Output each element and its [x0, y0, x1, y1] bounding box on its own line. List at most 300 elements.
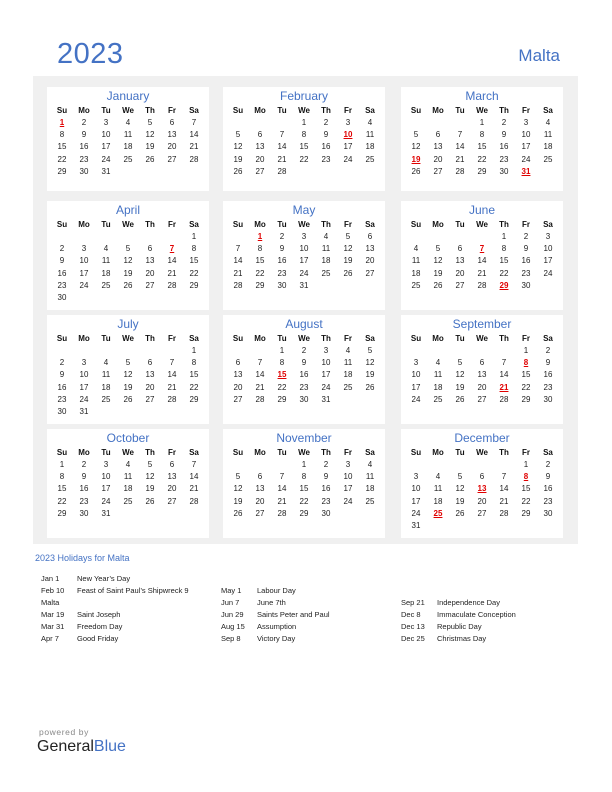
- day-cell: 10: [101, 130, 111, 140]
- day-cell: 12: [365, 358, 375, 368]
- empty-cell: [449, 231, 471, 243]
- day-cell: 22: [299, 496, 309, 506]
- day-cell: 30: [299, 394, 309, 404]
- day-cell: 25: [365, 154, 375, 164]
- day-cell: 4: [367, 460, 373, 469]
- day-cell: 11: [365, 130, 375, 140]
- month-august: [223, 315, 385, 424]
- weekday-header: Mo: [432, 220, 444, 229]
- holiday-day-cell: 1: [257, 232, 263, 241]
- day-cell: 1: [191, 232, 197, 241]
- day-cell: 13: [167, 472, 177, 482]
- month-december: [401, 429, 563, 538]
- day-cell: 24: [79, 280, 89, 290]
- day-cell: 19: [233, 496, 243, 506]
- day-cell: 17: [101, 484, 111, 494]
- day-cell: 12: [123, 370, 133, 380]
- month-september: [401, 315, 563, 424]
- day-cell: 23: [57, 280, 67, 290]
- day-cell: 11: [411, 256, 421, 266]
- day-cell: 18: [411, 268, 421, 278]
- day-cell: 15: [477, 142, 487, 152]
- weekday-header: Mo: [432, 334, 444, 343]
- day-cell: 11: [543, 130, 553, 140]
- day-cell: 16: [499, 142, 509, 152]
- day-cell: 18: [433, 382, 443, 392]
- day-cell: 25: [101, 394, 111, 404]
- day-cell: 21: [277, 496, 287, 506]
- empty-cell: [227, 345, 249, 357]
- day-cell: 10: [299, 244, 309, 254]
- day-cell: 3: [103, 460, 109, 469]
- month-grid: [223, 218, 385, 292]
- day-cell: 6: [257, 472, 263, 482]
- day-cell: 28: [189, 154, 199, 164]
- weekday-header: Th: [145, 334, 155, 343]
- day-cell: 24: [299, 268, 309, 278]
- weekday-header: Fr: [344, 106, 352, 115]
- day-cell: 16: [543, 484, 553, 494]
- month-name: October: [106, 431, 150, 445]
- holiday-day-cell: 8: [523, 358, 529, 368]
- weekday-header: Fr: [344, 220, 352, 229]
- day-cell: 14: [167, 370, 177, 380]
- day-cell: 6: [169, 118, 175, 127]
- month-grid: [47, 104, 209, 178]
- day-cell: 24: [543, 268, 553, 278]
- day-cell: 26: [145, 496, 155, 506]
- month-name: September: [452, 317, 512, 331]
- weekday-header: Sa: [189, 106, 199, 115]
- weekday-header: Fr: [168, 106, 176, 115]
- weekday-header: We: [476, 220, 488, 229]
- holiday-row: [221, 585, 330, 597]
- day-cell: 9: [59, 256, 65, 266]
- day-cell: 7: [501, 472, 507, 482]
- day-cell: 5: [457, 472, 463, 482]
- weekday-header: Mo: [254, 106, 266, 115]
- day-cell: 24: [411, 508, 421, 518]
- day-cell: 21: [167, 382, 177, 392]
- day-cell: 14: [277, 484, 287, 494]
- weekday-header: Th: [321, 448, 331, 457]
- day-cell: 28: [477, 280, 487, 290]
- weekday-header: Th: [145, 448, 155, 457]
- holiday-date: Malta: [41, 598, 60, 607]
- weekday-header: Fr: [168, 334, 176, 343]
- weekday-header: Su: [410, 334, 422, 343]
- powered-by-text: powered by: [39, 727, 89, 737]
- weekday-header: We: [122, 220, 134, 229]
- day-cell: 29: [57, 508, 67, 518]
- holiday-name: Victory Day: [257, 634, 296, 643]
- day-cell: 7: [257, 358, 263, 368]
- weekday-header: We: [476, 448, 488, 457]
- holiday-column-3: [401, 597, 516, 645]
- weekday-header: Mo: [254, 220, 266, 229]
- holiday-day-cell: 1: [59, 118, 65, 127]
- day-cell: 28: [277, 166, 287, 176]
- day-cell: 10: [411, 484, 421, 494]
- day-cell: 27: [233, 394, 243, 404]
- day-cell: 2: [545, 346, 551, 355]
- day-cell: 6: [435, 130, 441, 140]
- brand-blue: Blue: [93, 738, 126, 755]
- weekday-header: Su: [56, 334, 68, 343]
- month-grid: [401, 104, 563, 178]
- holiday-name: Christmas Day: [437, 634, 487, 643]
- weekday-header: Sa: [189, 220, 199, 229]
- day-cell: 6: [479, 472, 485, 482]
- brand-general: General: [37, 738, 94, 755]
- day-cell: 27: [455, 280, 465, 290]
- day-cell: 8: [501, 244, 507, 254]
- holiday-date: Jun 29: [221, 610, 244, 619]
- day-cell: 28: [455, 166, 465, 176]
- day-cell: 23: [543, 382, 553, 392]
- day-cell: 7: [279, 472, 285, 482]
- weekday-header: Th: [499, 448, 509, 457]
- day-cell: 20: [255, 154, 265, 164]
- empty-cell: [405, 231, 427, 243]
- empty-cell: [493, 459, 515, 471]
- day-cell: 13: [433, 142, 443, 152]
- day-cell: 2: [81, 460, 87, 469]
- generalblue-logo[interactable]: [37, 738, 126, 756]
- weekday-header: Th: [499, 106, 509, 115]
- day-cell: 5: [125, 244, 131, 254]
- holiday-row: [221, 597, 330, 609]
- day-cell: 16: [321, 484, 331, 494]
- holiday-name: Independence Day: [437, 598, 500, 607]
- weekday-header: Su: [56, 106, 68, 115]
- day-cell: 26: [145, 154, 155, 164]
- weekday-header: We: [298, 448, 310, 457]
- day-cell: 25: [123, 496, 133, 506]
- day-cell: 3: [301, 232, 307, 241]
- holiday-day-cell: 21: [499, 382, 509, 392]
- month-january: [47, 87, 209, 191]
- empty-cell: [249, 345, 271, 357]
- day-cell: 3: [345, 118, 351, 127]
- day-cell: 29: [477, 166, 487, 176]
- weekday-header: We: [122, 334, 134, 343]
- weekday-header: Th: [321, 334, 331, 343]
- weekday-header: Th: [321, 220, 331, 229]
- day-cell: 17: [321, 370, 331, 380]
- day-cell: 11: [101, 370, 111, 380]
- day-cell: 27: [167, 154, 177, 164]
- weekday-header: Fr: [344, 334, 352, 343]
- day-cell: 31: [101, 166, 111, 176]
- day-cell: 8: [59, 472, 65, 482]
- day-cell: 19: [145, 142, 155, 152]
- month-name: November: [276, 431, 332, 445]
- weekday-header: Sa: [365, 334, 375, 343]
- month-name: May: [292, 203, 316, 217]
- empty-cell: [249, 459, 271, 471]
- empty-cell: [449, 345, 471, 357]
- day-cell: 10: [411, 370, 421, 380]
- holiday-name: Feast of Saint Paul’s Shipwreck 9: [77, 586, 189, 595]
- weekday-header: Mo: [78, 220, 90, 229]
- weekday-header: Sa: [543, 334, 553, 343]
- day-cell: 19: [123, 382, 133, 392]
- day-cell: 7: [191, 118, 197, 127]
- holiday-day-cell: 15: [277, 370, 287, 380]
- weekday-header: Fr: [522, 106, 530, 115]
- holiday-column-1: [41, 573, 189, 645]
- day-cell: 21: [189, 142, 199, 152]
- holiday-day-cell: 25: [433, 508, 443, 518]
- day-cell: 9: [323, 130, 329, 140]
- day-cell: 26: [411, 166, 421, 176]
- day-cell: 11: [433, 370, 443, 380]
- day-cell: 22: [521, 496, 531, 506]
- day-cell: 26: [455, 394, 465, 404]
- month-october: [47, 429, 209, 538]
- day-cell: 17: [521, 142, 531, 152]
- day-cell: 15: [299, 484, 309, 494]
- weekday-header: Su: [410, 106, 422, 115]
- day-cell: 27: [167, 496, 177, 506]
- month-name: July: [117, 317, 139, 331]
- day-cell: 21: [477, 268, 487, 278]
- day-cell: 25: [101, 280, 111, 290]
- day-cell: 28: [167, 394, 177, 404]
- day-cell: 4: [413, 244, 419, 254]
- weekday-header: Su: [232, 448, 244, 457]
- month-grid: [401, 446, 563, 532]
- day-cell: 23: [321, 154, 331, 164]
- day-cell: 22: [57, 154, 67, 164]
- empty-cell: [95, 231, 117, 243]
- day-cell: 13: [255, 142, 265, 152]
- holiday-day-cell: 7: [479, 244, 485, 254]
- holiday-date: Mar 31: [41, 622, 65, 631]
- day-cell: 25: [543, 154, 553, 164]
- weekday-header: We: [298, 334, 310, 343]
- day-cell: 10: [321, 358, 331, 368]
- weekday-header: We: [122, 448, 134, 457]
- weekday-header: Mo: [78, 334, 90, 343]
- weekday-header: Mo: [78, 106, 90, 115]
- day-cell: 27: [365, 268, 375, 278]
- day-cell: 4: [323, 232, 329, 241]
- day-cell: 22: [189, 268, 199, 278]
- day-cell: 8: [191, 358, 197, 368]
- holidays-title: 2023 Holidays for Malta: [35, 553, 130, 563]
- day-cell: 6: [367, 232, 373, 241]
- month-november: [223, 429, 385, 538]
- day-cell: 27: [433, 166, 443, 176]
- weekday-header: Su: [232, 106, 244, 115]
- weekday-header: Mo: [78, 448, 90, 457]
- day-cell: 11: [343, 358, 353, 368]
- day-cell: 19: [145, 484, 155, 494]
- holiday-row: [221, 609, 330, 621]
- day-cell: 30: [57, 406, 67, 416]
- day-cell: 14: [455, 142, 465, 152]
- weekday-header: Su: [232, 334, 244, 343]
- empty-cell: [227, 231, 249, 243]
- weekday-header: Sa: [365, 220, 375, 229]
- day-cell: 30: [499, 166, 509, 176]
- weekday-header: Tu: [455, 106, 465, 115]
- day-cell: 13: [365, 244, 375, 254]
- holiday-name: Assumption: [257, 622, 297, 631]
- weekday-header: Th: [145, 106, 155, 115]
- weekday-header: Tu: [101, 220, 111, 229]
- empty-cell: [449, 117, 471, 129]
- day-cell: 18: [123, 484, 133, 494]
- day-cell: 1: [279, 346, 285, 355]
- day-cell: 1: [523, 460, 529, 469]
- weekday-header: We: [298, 220, 310, 229]
- day-cell: 1: [59, 460, 65, 469]
- day-cell: 3: [103, 118, 109, 127]
- holiday-date: Sep 21: [401, 598, 425, 607]
- day-cell: 20: [167, 142, 177, 152]
- month-grid: [47, 332, 209, 418]
- weekday-header: Tu: [455, 448, 465, 457]
- day-cell: 26: [365, 382, 375, 392]
- month-grid: [47, 446, 209, 520]
- empty-cell: [95, 345, 117, 357]
- day-cell: 29: [299, 508, 309, 518]
- day-cell: 23: [499, 154, 509, 164]
- day-cell: 9: [301, 358, 307, 368]
- day-cell: 15: [57, 142, 67, 152]
- day-cell: 15: [57, 484, 67, 494]
- day-cell: 9: [59, 370, 65, 380]
- weekday-header: Tu: [101, 334, 111, 343]
- day-cell: 21: [233, 268, 243, 278]
- holiday-day-cell: 7: [169, 244, 175, 254]
- empty-cell: [227, 459, 249, 471]
- day-cell: 4: [435, 358, 441, 368]
- day-cell: 10: [343, 472, 353, 482]
- day-cell: 23: [57, 394, 67, 404]
- holiday-row: [41, 585, 189, 597]
- day-cell: 29: [189, 394, 199, 404]
- month-grid: [223, 446, 385, 520]
- month-march: [401, 87, 563, 191]
- day-cell: 12: [343, 244, 353, 254]
- holiday-name: Republic Day: [437, 622, 482, 631]
- holiday-column-2: [221, 585, 330, 645]
- day-cell: 2: [501, 118, 507, 127]
- empty-cell: [161, 231, 183, 243]
- empty-cell: [271, 117, 293, 129]
- weekday-header: Tu: [455, 334, 465, 343]
- day-cell: 19: [233, 154, 243, 164]
- holiday-row: [41, 633, 189, 645]
- day-cell: 30: [277, 280, 287, 290]
- day-cell: 18: [433, 496, 443, 506]
- day-cell: 28: [499, 394, 509, 404]
- day-cell: 24: [321, 382, 331, 392]
- day-cell: 26: [233, 508, 243, 518]
- empty-cell: [117, 231, 139, 243]
- day-cell: 11: [123, 472, 133, 482]
- month-grid: [401, 218, 563, 292]
- day-cell: 26: [433, 280, 443, 290]
- day-cell: 14: [189, 130, 199, 140]
- holiday-day-cell: 10: [343, 130, 353, 140]
- day-cell: 6: [457, 244, 463, 254]
- day-cell: 3: [545, 232, 551, 241]
- day-cell: 5: [457, 358, 463, 368]
- weekday-header: Fr: [522, 448, 530, 457]
- day-cell: 10: [79, 370, 89, 380]
- month-february: [223, 87, 385, 191]
- month-june: [401, 201, 563, 310]
- day-cell: 27: [255, 166, 265, 176]
- day-cell: 29: [277, 394, 287, 404]
- day-cell: 27: [145, 394, 155, 404]
- weekday-header: Fr: [522, 334, 530, 343]
- holiday-name: Saint Joseph: [77, 610, 121, 619]
- day-cell: 29: [255, 280, 265, 290]
- day-cell: 10: [521, 130, 531, 140]
- day-cell: 14: [499, 484, 509, 494]
- day-cell: 28: [167, 280, 177, 290]
- day-cell: 14: [477, 256, 487, 266]
- holiday-date: Dec 13: [401, 622, 425, 631]
- day-cell: 16: [521, 256, 531, 266]
- day-cell: 10: [101, 472, 111, 482]
- day-cell: 9: [523, 244, 529, 254]
- day-cell: 3: [323, 346, 329, 355]
- day-cell: 15: [255, 256, 265, 266]
- day-cell: 24: [411, 394, 421, 404]
- day-cell: 30: [543, 394, 553, 404]
- day-cell: 19: [455, 382, 465, 392]
- empty-cell: [427, 117, 449, 129]
- day-cell: 24: [101, 154, 111, 164]
- day-cell: 2: [323, 118, 329, 127]
- day-cell: 9: [501, 130, 507, 140]
- day-cell: 24: [101, 496, 111, 506]
- day-cell: 26: [455, 508, 465, 518]
- day-cell: 5: [147, 460, 153, 469]
- day-cell: 15: [189, 256, 199, 266]
- day-cell: 31: [299, 280, 309, 290]
- day-cell: 14: [255, 370, 265, 380]
- day-cell: 18: [365, 484, 375, 494]
- day-cell: 8: [479, 130, 485, 140]
- day-cell: 20: [145, 382, 155, 392]
- day-cell: 19: [455, 496, 465, 506]
- holiday-name: June 7th: [257, 598, 286, 607]
- day-cell: 13: [477, 370, 487, 380]
- day-cell: 17: [343, 484, 353, 494]
- day-cell: 5: [125, 358, 131, 368]
- holiday-row: [401, 609, 516, 621]
- day-cell: 19: [365, 370, 375, 380]
- day-cell: 12: [455, 484, 465, 494]
- day-cell: 1: [523, 346, 529, 355]
- day-cell: 29: [189, 280, 199, 290]
- day-cell: 19: [343, 256, 353, 266]
- day-cell: 8: [301, 130, 307, 140]
- month-grid: [223, 332, 385, 406]
- day-cell: 12: [233, 484, 243, 494]
- empty-cell: [449, 459, 471, 471]
- day-cell: 16: [277, 256, 287, 266]
- day-cell: 28: [233, 280, 243, 290]
